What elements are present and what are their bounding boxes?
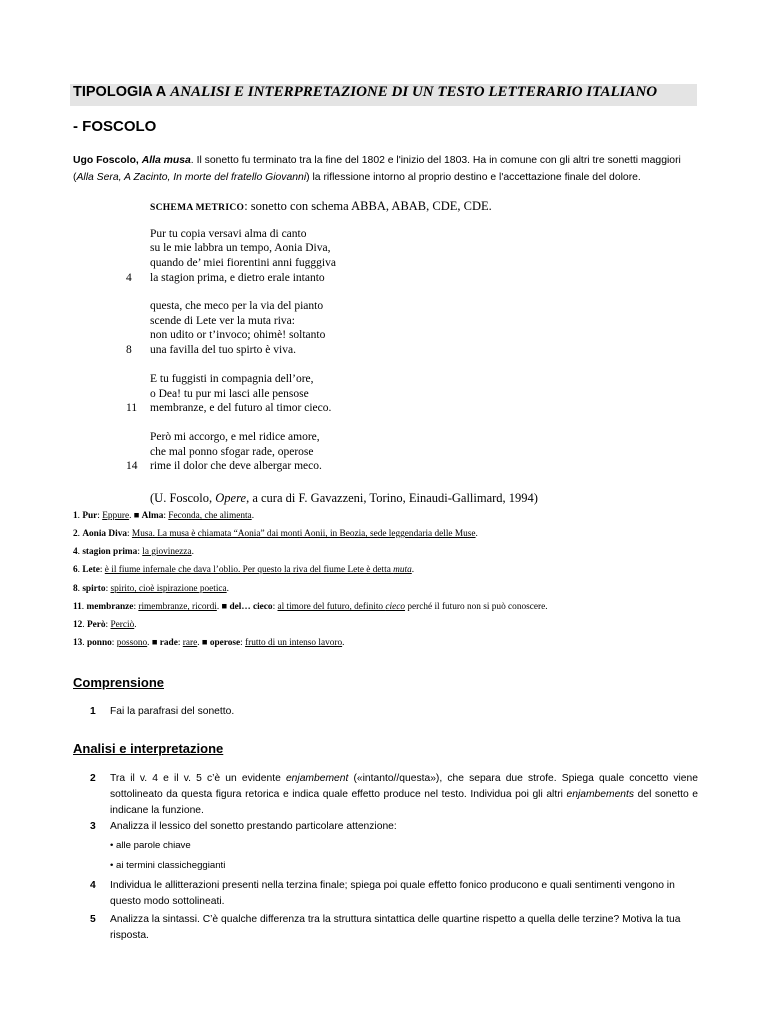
verse-number: 4 (126, 272, 132, 284)
question-number: 3 (90, 821, 96, 832)
poem-line: E tu fuggisti in compagnia dell’ore, (150, 373, 314, 385)
intro-paragraph: Ugo Foscolo, Alla musa. Il sonetto fu terminato tra la fine del 1802 e l'inizio del 1803. Ha in comune con gli altri tre sonetti maggiori (Alla Sera, A Zacinto, In morte del fratello Giovanni) la riflessione intorno al proprio destino e l'accettazione finale del dolore. (73, 155, 681, 183)
question-4: Individua le allitterazioni presenti nella terzina finale; spiega poi quale effetto fonico producono e quali sentimenti vengono in questo modo sottolineati. (110, 880, 675, 907)
question-3: Analizza il lessico del sonetto prestando particolare attenzione: (110, 821, 397, 832)
note-item: 2. Aonia Diva: Musa. La musa è chiamata “Aonia” dai monti Aonii, in Beozia, sede leggendaria delle Muse. (73, 529, 478, 539)
poem-line: una favilla del tuo spirto è viva. (150, 344, 296, 356)
note-item: 6. Lete: è il fiume infernale che dava l’oblio. Per questo la riva del fiume Lete è detta muta. (73, 565, 415, 575)
metric-scheme: SCHEMA METRICO: sonetto con schema ABBA, ABAB, CDE, CDE. (150, 199, 492, 213)
question-2: Tra il v. 4 e il v. 5 c’è un evidente enjambement («intanto//questa»), che separa due strofe. Spiega quale concetto viene sottolineato da questa figura retorica e indica quale effetto produce nel testo. Individua poi gli altri enjambements del sonetto e indicane la funzione. (110, 773, 699, 816)
poem-line: su le mie labbra un tempo, Aonia Diva, (150, 242, 331, 254)
section-analisi: Analisi e interpretazione (73, 741, 224, 756)
list-item: • ai termini classicheggianti (110, 860, 226, 871)
note-item: 1. Pur: Eppure. ■ Alma: Feconda, che alimenta. (73, 511, 255, 521)
note-item: 12. Però: Perciò. (73, 620, 137, 630)
question-number: 1 (90, 706, 96, 717)
section-comprensione: Comprensione (73, 675, 165, 690)
verse-number: 8 (126, 344, 132, 356)
poem-line: Pur tu copia versavi alma di canto (150, 228, 307, 240)
poem-line: quando de’ miei fiorentini anni fugggiva (150, 257, 336, 269)
verse-number: 11 (126, 402, 138, 414)
source-citation: (U. Foscolo, Opere, a cura di F. Gavazzeni, Torino, Einaudi-Gallimard, 1994) (150, 491, 538, 505)
question-number: 4 (90, 880, 96, 891)
note-item: 11. membranze: rimembranze, ricordi. ■ del… cieco: al timore del futuro, definito cieco perché il futuro non si può conoscere. (73, 602, 548, 612)
page-subtitle: - FOSCOLO (73, 118, 157, 135)
poem-line: questa, che meco per la via del pianto (150, 300, 324, 312)
poem-line: membranze, e del futuro al timor cieco. (150, 402, 332, 414)
page-title: TIPOLOGIA A ANALISI E INTERPRETAZIONE DI UN TESTO LETTERARIO ITALIANO (73, 84, 658, 100)
note-item: 8. spirto: spirito, cioè ispirazione poetica. (73, 584, 229, 594)
poem-line: la stagion prima, e dietro erale intanto (150, 272, 325, 284)
verse-number: 14 (126, 460, 138, 472)
poem-line: non udito or t’invoco; ohimè! soltanto (150, 329, 326, 341)
note-item: 13. ponno: possono. ■ rade: rare. ■ operose: frutto di un intenso lavoro. (73, 638, 345, 648)
poem-line: rime il dolor che deve albergar meco. (150, 460, 322, 472)
question-number: 2 (90, 773, 96, 784)
question-1: Fai la parafrasi del sonetto. (110, 706, 235, 717)
poem-line: scende di Lete ver la muta riva: (150, 315, 295, 327)
poem-line: o Dea! tu pur mi lasci alle pensose (150, 388, 309, 400)
question-number: 5 (90, 914, 96, 925)
list-item: • alle parole chiave (110, 840, 191, 851)
poem-line: Però mi accorgo, e mel ridice amore, (150, 431, 320, 443)
question-5: Analizza la sintassi. C’è qualche differenza tra la struttura sintattica delle quartine rispetto a quella delle terzine? Motiva la tua risposta. (110, 914, 681, 941)
poem-line: che mal ponno sfogar rade, operose (150, 446, 314, 458)
note-item: 4. stagion prima: la giovinezza. (73, 547, 194, 557)
